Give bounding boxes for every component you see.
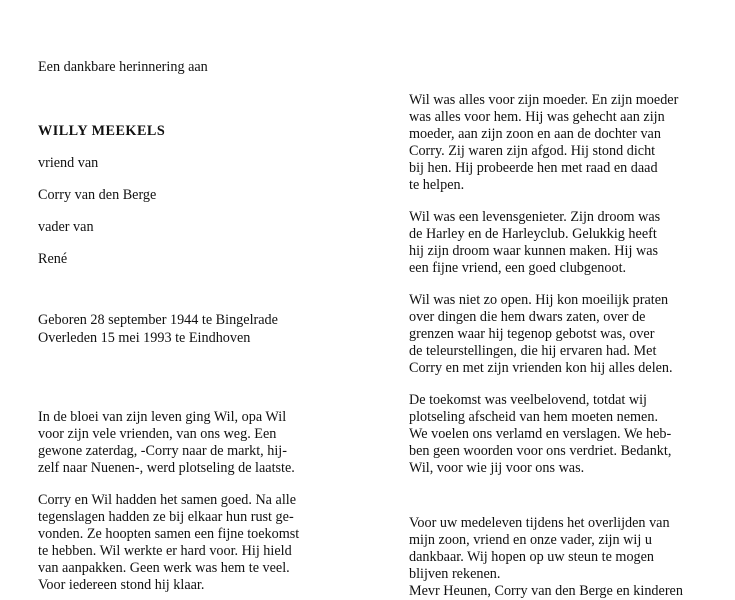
text-line: zelf naar Nuenen-, werd plotseling de laatste. [38,460,295,476]
text-line: een fijne vriend, een goed clubgenoot. [409,260,627,276]
text-line: hij zijn droom waar kunnen maken. Hij was [409,243,659,259]
text-line: de Harley en de Harleyclub. Gelukkig heeft [409,226,657,242]
text-line: In de bloei van zijn leven ging Wil, opa Wil [38,409,287,425]
text-line: De toekomst was veelbelovend, totdat wij [409,392,647,408]
text-line: grenzen waar hij tegenop gebotst was, over [409,326,655,342]
text-line: voor zijn vele vrienden, van ons weg. Een [38,426,277,442]
text-line: bij hen. Hij probeerde hen met raad en daad [409,160,658,176]
father-of-label: vader van [38,219,94,235]
text-line: ben geen woorden voor ons verdriet. Bedankt, [409,443,672,459]
friend-of-label: vriend van [38,155,99,171]
text-line: vonden. Ze hoopten samen een fijne toekomst [38,526,300,542]
text-line: blijven rekenen. [409,566,501,582]
child-name: René [38,251,68,267]
text-line: plotseling afscheid van hem moeten nemen. [409,409,658,425]
text-line: dankbaar. Wij hopen op uw steun te mogen [409,549,655,565]
text-line: was alles voor hem. Hij was gehecht aan zijn [409,109,665,125]
text-line: Wil was alles voor zijn moeder. En zijn moeder [409,92,679,108]
intro-line: Een dankbare herinnering aan [38,59,208,75]
text-line: Wil, voor wie jij voor ons was. [409,460,585,476]
text-line: te hebben. Wil werkte er hard voor. Hij hield [38,543,292,559]
text-line: Corry en Wil hadden het samen goed. Na alle [38,492,297,508]
text-line: te helpen. [409,177,465,193]
birth-line: Geboren 28 september 1944 te Bingelrade [38,312,278,328]
death-line: Overleden 15 mei 1993 te Eindhoven [38,330,251,346]
text-line: Voor uw medeleven tijdens het overlijden van [409,515,670,531]
signature-line: Mevr Heunen, Corry van den Berge en kinderen [409,583,683,599]
text-line: moeder, aan zijn zoon en aan de dochter van [409,126,661,142]
text-line: tegenslagen hadden ze bij elkaar hun rust ge- [38,509,294,525]
deceased-name: WILLY MEEKELS [38,123,166,139]
text-line: Wil was niet zo open. Hij kon moeilijk praten [409,292,669,308]
text-line: de teleurstellingen, die hij ervaren had. Met [409,343,657,359]
text-line: gewone zaterdag, -Corry naar de markt, hij- [38,443,287,459]
text-line: van aanpakken. Geen werk was hem te veel. [38,560,290,576]
text-line: Wil was een levensgenieter. Zijn droom was [409,209,661,225]
partner-name: Corry van den Berge [38,187,157,203]
text-line: Corry en met zijn vrienden kon hij alles delen. [409,360,673,376]
text-line: We voelen ons verlamd en verslagen. We heb- [409,426,672,442]
text-line: over dingen die hem dwars zaten, over de [409,309,646,325]
text-line: Corry. Zij waren zijn afgod. Hij stond dicht [409,143,656,159]
text-line: mijn zoon, vriend en onze vader, zijn wij u [409,532,652,548]
text-line: Voor iedereen stond hij klaar. [38,577,205,593]
